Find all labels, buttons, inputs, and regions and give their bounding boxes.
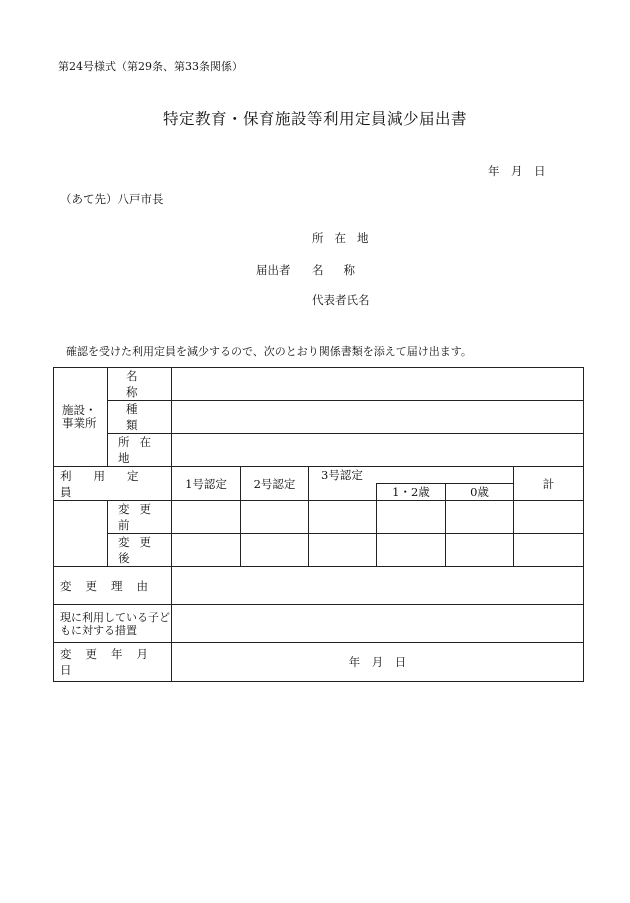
measures-label: 現に利用している子どもに対する措置 [54, 605, 172, 643]
facility-type-field[interactable] [172, 401, 584, 434]
change-date-field[interactable]: 年 月 日 [172, 643, 584, 682]
cert1-header: 1号認定 [172, 467, 241, 501]
submission-date: 年 月 日 [488, 164, 546, 178]
facility-group-label: 施設・事業所 [54, 368, 108, 467]
before-total[interactable] [514, 501, 584, 534]
cert3-sub-age12: 1・2歳 [377, 484, 446, 501]
facility-address-label: 所在地 [108, 434, 172, 467]
facility-name-field[interactable] [172, 368, 584, 401]
facility-address-field[interactable] [172, 434, 584, 467]
capacity-blank [54, 501, 108, 567]
document-title: 特定教育・保育施設等利用定員減少届出書 [162, 110, 467, 128]
capacity-form-table [53, 367, 584, 682]
reason-label: 変更理由 [54, 567, 172, 605]
facility-type-label: 種類 [108, 401, 172, 434]
before-age0[interactable] [446, 501, 514, 534]
after-cert3[interactable] [309, 534, 377, 567]
after-total[interactable] [514, 534, 584, 567]
total-header: 計 [514, 467, 584, 501]
applicant-name-label: 名称 [312, 263, 375, 277]
before-label: 変更前 [108, 501, 172, 534]
before-cert1[interactable] [172, 501, 241, 534]
after-label: 変更後 [108, 534, 172, 567]
form-number: 第24号様式（第29条、第33条関係） [58, 60, 243, 73]
after-cert1[interactable] [172, 534, 241, 567]
applicant-label: 届出者 [256, 263, 291, 277]
applicant-address-label: 所在地 [312, 231, 380, 245]
facility-name-label: 名称 [108, 368, 172, 401]
representative-label: 代表者氏名 [312, 293, 370, 307]
statement: 確認を受けた利用定員を減少するので、次のとおり関係書類を添えて届け出ます。 [66, 345, 472, 358]
after-age12[interactable] [377, 534, 446, 567]
cert3-header: 3号認定 [309, 467, 514, 484]
after-age0[interactable] [446, 534, 514, 567]
cert3-spacer [309, 484, 377, 501]
cert2-header: 2号認定 [241, 467, 309, 501]
addressee: （あて先）八戸市長 [60, 192, 164, 206]
cert3-sub-age0: 0歳 [446, 484, 514, 501]
measures-field[interactable] [172, 605, 584, 643]
before-cert3[interactable] [309, 501, 377, 534]
reason-field[interactable] [172, 567, 584, 605]
capacity-label: 利用定員 [54, 467, 172, 501]
change-date-label: 変更年月日 [54, 643, 172, 682]
after-cert2[interactable] [241, 534, 309, 567]
before-cert2[interactable] [241, 501, 309, 534]
before-age12[interactable] [377, 501, 446, 534]
